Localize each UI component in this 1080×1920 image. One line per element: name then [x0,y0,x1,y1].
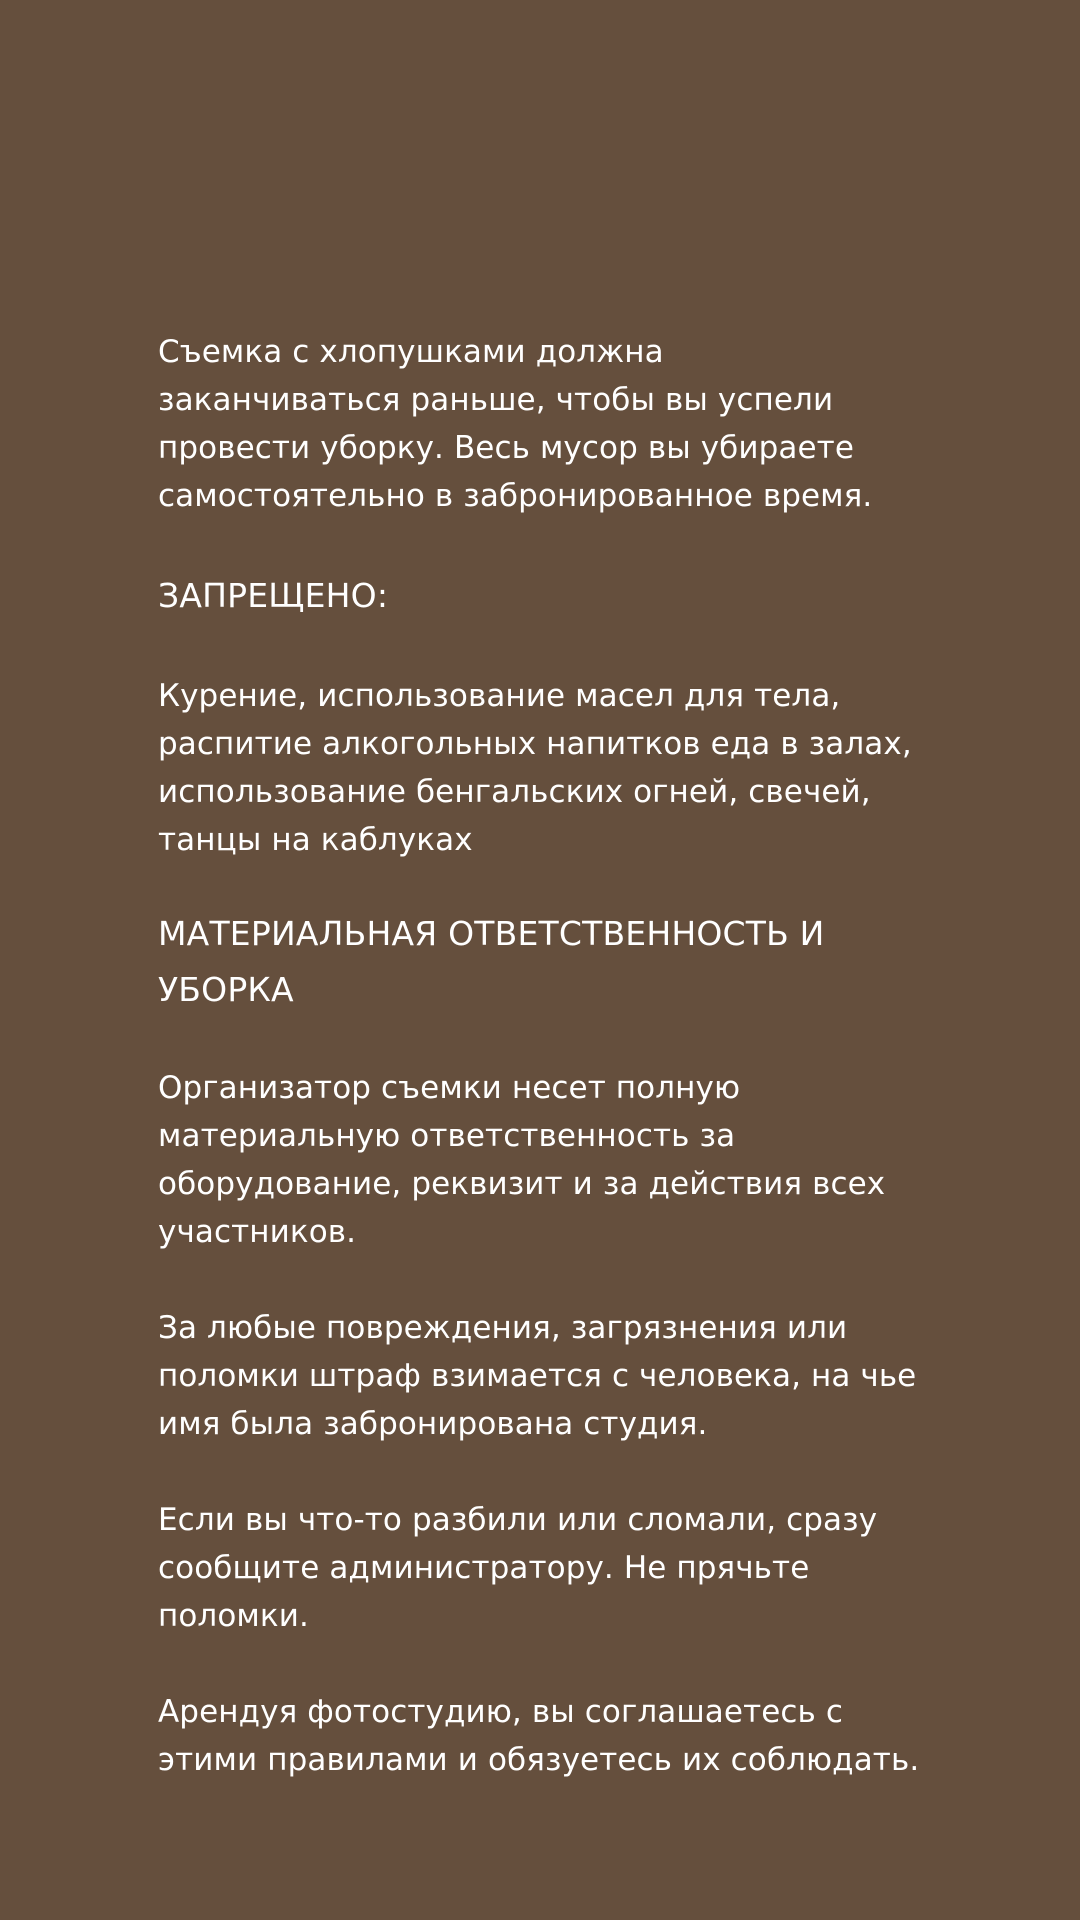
paragraph-line: Организатор съемки несет полную [158,1070,741,1106]
damage-fine-paragraph [158,1304,1058,1448]
agreement-paragraph [158,1688,1058,1784]
paragraph-line: материальную ответственность за [158,1118,736,1154]
paragraph-line: оборудование, реквизит и за действия всех [158,1166,886,1202]
intro-line: провести уборку. Весь мусор вы убираете [158,430,855,466]
rules-content [158,328,1058,1784]
paragraph-line: участников. [158,1214,357,1250]
paragraph-line: имя была забронирована студия. [158,1406,708,1442]
responsibility-paragraph [158,1064,1058,1256]
intro-line: самостоятельно в забронированное время. [158,478,873,514]
paragraph-line: За любые повреждения, загрязнения или [158,1310,848,1346]
forbidden-line: танцы на каблуках [158,822,473,858]
paragraph-line: этими правилами и обязуетесь их соблюдать. [158,1742,920,1778]
paragraph-line: Арендуя фотостудию, вы соглашаетесь с [158,1694,844,1730]
intro-paragraph [158,328,1058,520]
forbidden-line: распитие алкогольных напитков еда в залах, [158,726,912,762]
paragraph-line: поломки. [158,1598,309,1634]
intro-line: заканчиваться раньше, чтобы вы успели [158,382,834,418]
forbidden-paragraph [158,672,1058,864]
report-damage-paragraph [158,1496,1058,1640]
paragraph-line: сообщите администратору. Не прячьте [158,1550,810,1586]
forbidden-heading: ЗАПРЕЩЕНО: [158,576,389,615]
forbidden-line: Курение, использование масел для тела, [158,678,841,714]
responsibility-heading-line: МАТЕРИАЛЬНАЯ ОТВЕТСТВЕННОСТЬ И [158,914,825,953]
forbidden-line: использование бенгальских огней, свечей, [158,774,871,810]
responsibility-heading-line: УБОРКА [158,970,294,1009]
paragraph-line: Если вы что-то разбили или сломали, сразу [158,1502,878,1538]
paragraph-line: поломки штраф взимается с человека, на чье [158,1358,917,1394]
responsibility-heading [158,906,1058,1018]
intro-line: Съемка с хлопушками должна [158,334,664,370]
